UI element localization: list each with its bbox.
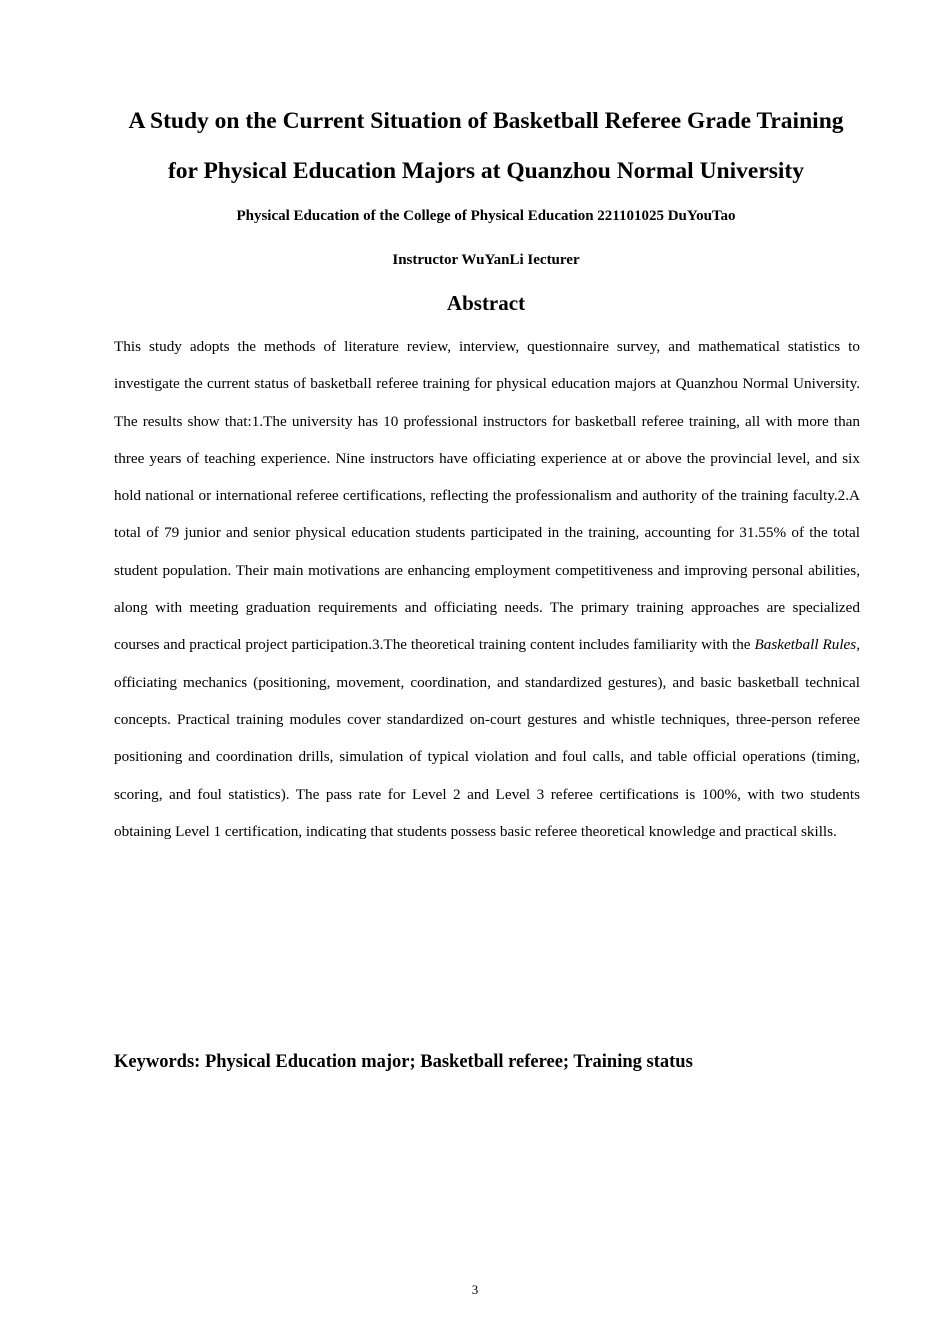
title-line-2: for Physical Education Majors at Quanzhou Normal University bbox=[167, 158, 804, 184]
page-number: 3 bbox=[471, 1282, 479, 1297]
abstract-text-part-2: , officiating mechanics (positioning, movement, coordination, and standardized gestures), and basic basketball technical concepts. Practical training modules cover standardized on-court gestures and whistle techniques, three-person referee positioning and coordination drills, simulation of typical violation and foul calls, and table official operations (timing, scoring, and foul statistics). The pass rate for Level 2 and Level 3 referee certifications is 100%, with two students obtaining Level 1 certification, indicating that students possess basic referee theoretical knowledge and practical skills. bbox=[114, 636, 860, 840]
abstract-body bbox=[114, 328, 860, 850]
abstract-text-part-1: This study adopts the methods of literature review, interview, questionnaire survey, and mathematical statistics to investigate the current status of basketball referee training for physical education majors at Quanzhou Normal University. The results show that:1.The university has 10 professional instructors for basketball referee training, all with more than three years of teaching experience. Nine instructors have officiating experience at or above the provincial level, and six hold national or international referee certifications, reflecting the professionalism and authority of the training faculty.2.A total of 79 junior and senior physical education students participated in the training, accounting for 31.55% of the total student population. Their main motivations are enhancing employment competitiveness and improving personal abilities, along with meeting graduation requirements and officiating needs. The primary training approaches are specialized courses and practical project participation.3.The theoretical training content includes familiarity with the bbox=[114, 338, 860, 654]
abstract-heading: Abstract bbox=[446, 291, 526, 315]
title-line-1: A Study on the Current Situation of Basketball Referee Grade Training bbox=[128, 108, 844, 134]
author-line: Physical Education of the College of Physical Education 221101025 DuYouTao bbox=[236, 208, 736, 224]
keywords-line: Keywords: Physical Education major; Basketball referee; Training status bbox=[114, 1052, 693, 1072]
instructor-line: Instructor WuYanLi Iecturer bbox=[392, 252, 580, 268]
paper-title bbox=[100, 96, 872, 196]
abstract-italic-title: Basketball Rules bbox=[754, 636, 857, 654]
